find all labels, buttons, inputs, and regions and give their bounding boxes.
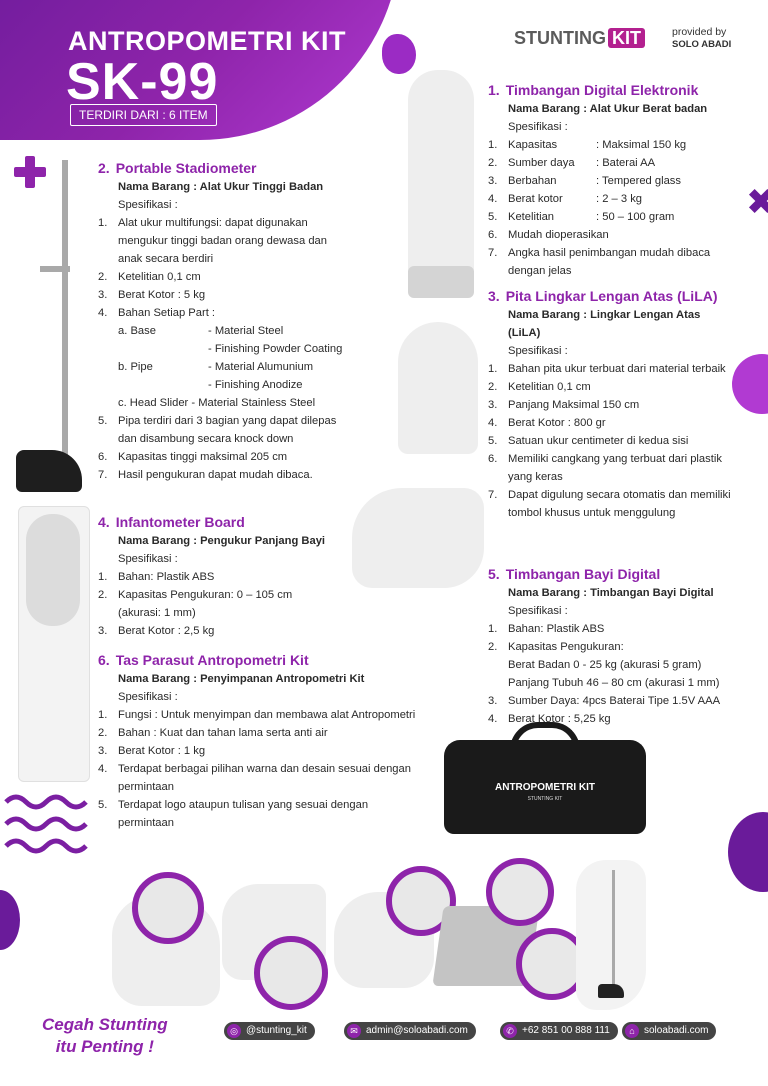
list-item: 2. Kapasitas Pengukuran: 0 – 105 cm (akurasi: 1 mm)	[98, 589, 293, 619]
section-5-list	[488, 620, 760, 728]
slogan-line-2: itu Penting !	[55, 1037, 154, 1056]
section-6-title: 6. Tas Parasut Antropometri Kit	[98, 652, 309, 668]
list-item: 2. Ketelitian 0,1 cm	[98, 271, 201, 283]
section-6-spec: Spesifikasi :	[118, 691, 178, 703]
head-slider-row: c. Head Slider - Material Stainless Steel	[118, 397, 316, 409]
section-4-list	[98, 568, 338, 640]
list-item: 3. Berat Kotor : 1 kg	[98, 745, 206, 757]
whatsapp-icon: ✆	[503, 1024, 517, 1038]
list-item: 4. Terdapat berbagai pilihan warna dan desain sesuai dengan permintaan	[98, 763, 411, 793]
section-3-list	[488, 360, 732, 522]
provider-name: SOLO ABADI	[672, 39, 732, 50]
collage-circle-scale	[486, 858, 554, 926]
section-2-title: 2. Portable Stadiometer	[98, 160, 257, 176]
section-3-spec: Spesifikasi :	[508, 345, 568, 357]
capacity-line: Panjang Tubuh 46 – 80 cm (akurasi 1 mm)	[508, 677, 720, 689]
list-item: 1. Fungsi : Untuk menyimpan dan membawa alat Antropometri	[98, 709, 416, 721]
email-address: admin@soloabadi.com	[366, 1025, 468, 1036]
website-contact[interactable]	[622, 1022, 716, 1040]
section-4-nama: Nama Barang : Pengukur Panjang Bayi	[118, 535, 326, 547]
section-2-nama: Nama Barang : Alat Ukur Tinggi Badan	[118, 181, 324, 193]
section-3	[488, 286, 748, 522]
section-2	[98, 158, 362, 484]
stadiometer-slider	[40, 266, 70, 272]
item-count-badge: TERDIRI DARI : 6 ITEM	[70, 104, 217, 126]
list-item: 5. Pipa terdiri dari 3 bagian yang dapat dilepas dan disambung secara knock down	[98, 415, 337, 445]
section-1-list	[488, 136, 760, 280]
list-item: 6. Memiliki cangkang yang terbuat dari plastik yang keras	[488, 453, 722, 483]
section-2-spec: Spesifikasi :	[118, 199, 178, 211]
list-item: 7. Dapat digulung secara otomatis dan memiliki tombol khusus untuk menggulung	[488, 489, 731, 519]
list-item: 6. Kapasitas tinggi maksimal 205 cm	[98, 451, 288, 463]
wave-decor	[4, 792, 88, 862]
section-3-title: 3. Pita Lingkar Lengan Atas (LiLA)	[488, 288, 718, 304]
list-item: 2. Ketelitian 0,1 cm	[488, 381, 591, 393]
section-2-list	[98, 214, 362, 484]
parts-table: a. Base - Material Steel - Finishing Powder Coating b. Pipe - Material Alumunium - Finishing Anodize c. Head Slider - Material Stainless Steel	[118, 322, 362, 412]
decor-blob-bottom-left	[0, 890, 20, 950]
capacity-line: Berat Badan 0 - 25 kg (akurasi 5 gram)	[508, 659, 702, 671]
list-item: 1. Bahan pita ukur terbuat dari material terbaik	[488, 363, 726, 375]
list-item: 5. Terdapat logo ataupun tulisan yang sesuai dengan permintaan	[98, 799, 369, 829]
list-item: 1. Bahan: Plastik ABS	[488, 623, 605, 635]
section-4-spec: Spesifikasi :	[118, 553, 178, 565]
instagram-handle: @stunting_kit	[246, 1025, 307, 1036]
digital-scale-image	[408, 266, 474, 298]
list-item: 1. Kapasitas : Maksimal 150 kg	[488, 139, 687, 151]
instagram-contact[interactable]	[224, 1022, 315, 1040]
list-item: 6. Mudah dioperasikan	[488, 229, 609, 241]
list-item: 4. Berat Kotor : 800 gr	[488, 417, 606, 429]
list-item: 3. Sumber Daya: 4pcs Baterai Tipe 1.5V AAA	[488, 695, 721, 707]
list-item: 3. Berat Kotor : 2,5 kg	[98, 625, 215, 637]
section-1-spec: Spesifikasi :	[508, 121, 568, 133]
list-item: 2. Kapasitas Pengukuran: Berat Badan 0 - 25 kg (akurasi 5 gram) Panjang Tubuh 46 – 80 cm (akurasi 1 mm)	[488, 638, 760, 692]
child-weight-scale-image	[408, 70, 474, 280]
list-item: 2. Bahan : Kuat dan tahan lama serta anti air	[98, 727, 328, 739]
brand-logo	[514, 28, 645, 49]
baby-scale-image	[352, 488, 484, 588]
section-6	[98, 650, 428, 832]
list-item: 3. Berbahan : Tempered glass	[488, 175, 681, 187]
list-item: 1. Bahan: Plastik ABS	[98, 571, 215, 583]
list-item: 3. Panjang Maksimal 150 cm	[488, 399, 640, 411]
collage-stadiometer-pole	[612, 870, 615, 990]
list-item: 7. Hasil pengukuran dapat mudah dibaca.	[98, 469, 313, 481]
list-item: 4. Bahan Setiap Part : a. Base - Material Steel - Finishing Powder Coating b. Pipe - Material Alumunium - Finishing Anodize c. Head Slider - Material Stainless Steel	[98, 304, 362, 412]
website-url: soloabadi.com	[644, 1025, 709, 1036]
page-title: ANTROPOMETRI KIT	[68, 26, 346, 56]
list-item: 4. Berat Kotor : 5,25 kg	[488, 713, 611, 725]
section-4	[98, 512, 364, 640]
section-5-nama: Nama Barang : Timbangan Bayi Digital	[508, 587, 714, 599]
list-item: 4. Berat kotor : 2 – 3 kg	[488, 193, 643, 205]
collage-circle-baby-board	[254, 936, 328, 1010]
decor-blob-top	[382, 34, 416, 74]
section-1	[488, 80, 760, 280]
plus-icon	[14, 156, 46, 188]
slogan-line-1: Cegah Stunting	[42, 1015, 168, 1034]
list-item: 2. Sumber daya : Baterai AA	[488, 157, 656, 169]
bag-brand: STUNTING KIT	[527, 796, 563, 802]
mail-icon: ✉	[347, 1024, 361, 1038]
collage-circle-baby-scale	[132, 872, 204, 944]
section-1-nama: Nama Barang : Alat Ukur Berat badan	[508, 103, 708, 115]
whatsapp-contact[interactable]	[500, 1022, 618, 1040]
decor-blob-bottom-right	[728, 812, 768, 892]
list-item: 5. Satuan ukur centimeter di kedua sisi	[488, 435, 689, 447]
email-contact[interactable]	[344, 1022, 476, 1040]
brand-kit: KIT	[608, 28, 645, 48]
stadiometer-image	[62, 160, 68, 456]
list-item: 3. Berat Kotor : 5 kg	[98, 289, 206, 301]
baby-on-board-image	[26, 514, 80, 626]
model-name: SK-99	[66, 53, 219, 111]
stadiometer-base	[16, 450, 82, 492]
section-5-spec: Spesifikasi :	[508, 605, 568, 617]
home-icon: ⌂	[625, 1024, 639, 1038]
bag-label: ANTROPOMETRI KIT	[495, 782, 595, 793]
list-item: 5. Ketelitian : 50 – 100 gram	[488, 211, 675, 223]
provider-credit	[672, 26, 731, 51]
provided-by-label: provided by	[672, 26, 727, 38]
carrying-bag-image	[444, 740, 646, 834]
section-1-title: 1. Timbangan Digital Elektronik	[488, 82, 699, 98]
slogan	[42, 1014, 168, 1058]
collage-stadiometer-base	[598, 984, 624, 998]
list-item: 1. Alat ukur multifungsi: dapat digunakan mengukur tinggi badan orang dewasa dan anak secara berdiri	[98, 217, 327, 265]
section-6-nama: Nama Barang : Penyimpanan Antropometri Kit	[118, 673, 365, 685]
instagram-icon: ◎	[227, 1024, 241, 1038]
section-6-list	[98, 706, 418, 832]
phone-number: +62 851 00 888 111	[522, 1025, 610, 1036]
section-4-title: 4. Infantometer Board	[98, 514, 245, 530]
section-3-nama: Nama Barang : Lingkar Lengan Atas (LiLA)	[508, 309, 701, 339]
section-5-title: 5. Timbangan Bayi Digital	[488, 566, 661, 582]
list-item: 7. Angka hasil penimbangan mudah dibaca dengan jelas	[488, 247, 711, 277]
brand-main: STUNTING	[514, 28, 606, 48]
section-5	[488, 564, 760, 728]
lila-measuring-image	[398, 322, 478, 454]
